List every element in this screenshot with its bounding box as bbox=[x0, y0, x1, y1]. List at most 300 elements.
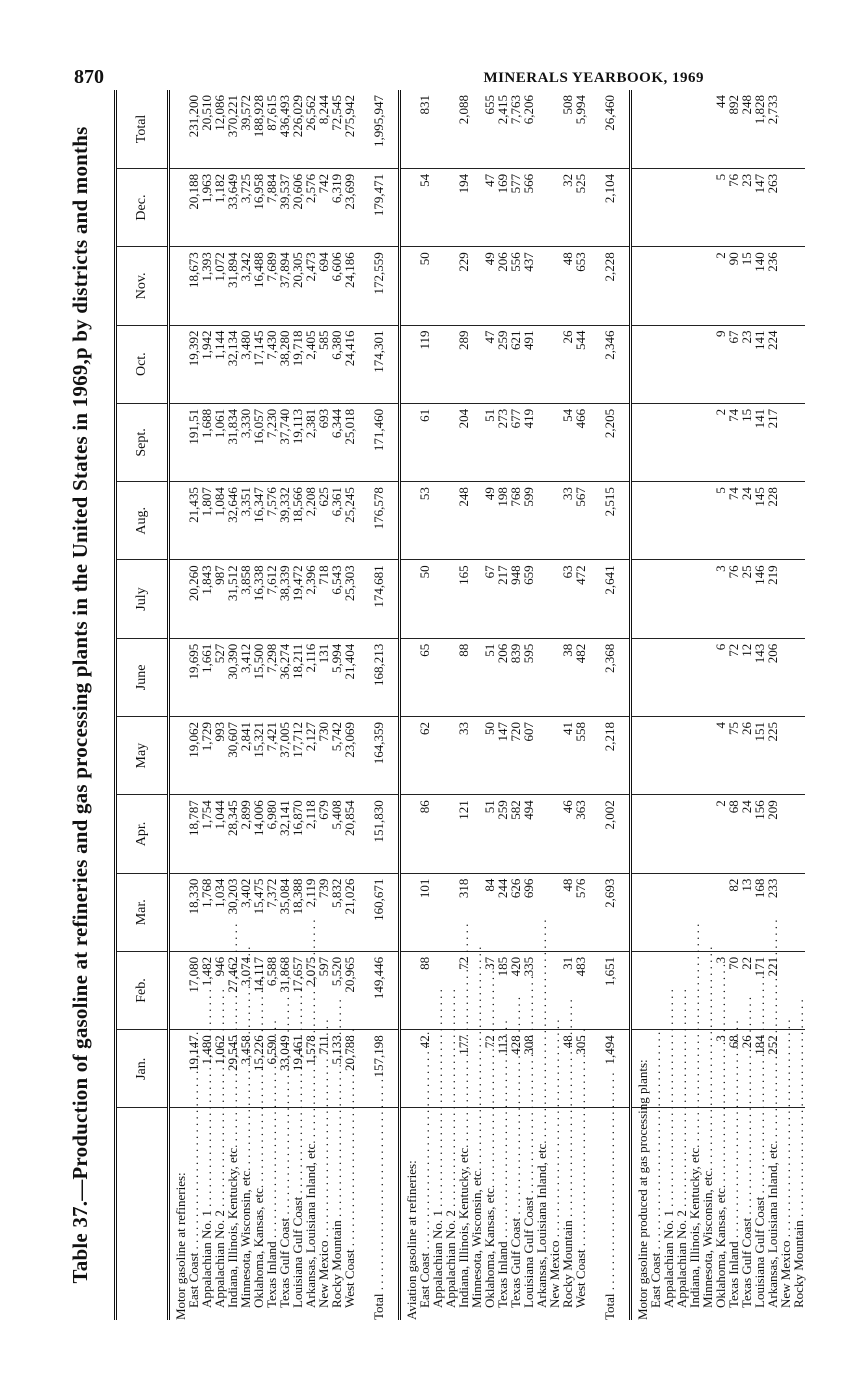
value-cell: 2,208 bbox=[304, 482, 317, 560]
row-label: Appalachian No. 2 . . . bbox=[675, 1108, 688, 1320]
row-label: Texas Gulf Coast . . . bbox=[278, 1108, 291, 1320]
total-cell: 2,368 bbox=[597, 638, 621, 716]
value-cell: 653 bbox=[574, 247, 587, 325]
value-cell: 194 bbox=[457, 168, 470, 246]
value-cell: 742 bbox=[317, 168, 330, 246]
value-cell: 305 bbox=[574, 1030, 587, 1108]
empty-cell bbox=[631, 168, 650, 246]
row-label: Indiana, Illinois, Kentucky, etc. . . . bbox=[226, 1108, 239, 1320]
value-cell: 39,332 bbox=[278, 482, 291, 560]
value-cell: 21,026 bbox=[343, 873, 356, 951]
value-cell bbox=[675, 403, 688, 481]
value-cell bbox=[431, 482, 444, 560]
value-cell: 472 bbox=[574, 560, 587, 638]
row-label: Appalachian No. 1 . . . bbox=[200, 1108, 213, 1320]
value-cell bbox=[675, 247, 688, 325]
value-cell: 26 bbox=[740, 717, 753, 795]
value-cell: 6,606 bbox=[330, 247, 343, 325]
section-heading: Motor gasoline at refineries: bbox=[173, 1172, 188, 1320]
value-cell: 2,576 bbox=[304, 168, 317, 246]
value-cell bbox=[431, 325, 444, 403]
value-cell: 48 bbox=[561, 247, 574, 325]
value-cell: 31,834 bbox=[226, 403, 239, 481]
value-cell: 225 bbox=[766, 717, 779, 795]
value-cell: 1,768 bbox=[200, 873, 213, 951]
section-separator bbox=[390, 90, 400, 1320]
total-cell: 1,995,947 bbox=[366, 90, 390, 168]
empty-cell bbox=[400, 247, 419, 325]
value-cell: 24,186 bbox=[343, 247, 356, 325]
value-cell: 5,520 bbox=[330, 951, 343, 1029]
value-cell: 7,612 bbox=[265, 560, 278, 638]
row-label: Arkansas, Louisiana Inland, etc. . . . bbox=[304, 1108, 317, 1320]
value-cell bbox=[675, 795, 688, 873]
value-cell: 1,182 bbox=[213, 168, 226, 246]
value-cell: 1,084 bbox=[213, 482, 226, 560]
value-cell: 7,576 bbox=[265, 482, 278, 560]
value-cell: 23 bbox=[740, 168, 753, 246]
value-cell bbox=[649, 403, 662, 481]
value-cell: 36,274 bbox=[278, 638, 291, 716]
value-cell: 119 bbox=[418, 325, 431, 403]
value-cell bbox=[688, 560, 701, 638]
value-cell bbox=[662, 482, 675, 560]
value-cell: 24 bbox=[740, 795, 753, 873]
empty-cell bbox=[169, 90, 188, 168]
value-cell bbox=[792, 482, 805, 560]
value-cell: 6,588 bbox=[265, 951, 278, 1029]
value-cell: 527 bbox=[213, 638, 226, 716]
value-cell: 839 bbox=[509, 638, 522, 716]
value-cell: 48 bbox=[561, 873, 574, 951]
value-cell: 2,841 bbox=[239, 717, 252, 795]
value-cell bbox=[535, 403, 548, 481]
column-header: Aug. bbox=[116, 482, 169, 560]
value-cell: 244 bbox=[496, 873, 509, 951]
value-cell: 15,500 bbox=[252, 638, 265, 716]
empty-cell bbox=[400, 482, 419, 560]
value-cell: 147 bbox=[753, 168, 766, 246]
row-label: Indiana, Illinois, Kentucky, etc. . . . bbox=[457, 1108, 470, 1320]
value-cell: 26 bbox=[740, 1030, 753, 1108]
row-label: Texas Inland . . . bbox=[727, 1108, 740, 1320]
value-cell: 171 bbox=[753, 951, 766, 1029]
value-cell: 32,646 bbox=[226, 482, 239, 560]
value-cell: 3 bbox=[714, 1030, 727, 1108]
value-cell: 831 bbox=[418, 90, 431, 168]
value-cell: 370,221 bbox=[226, 90, 239, 168]
value-cell: 567 bbox=[574, 482, 587, 560]
value-cell: 16,488 bbox=[252, 247, 265, 325]
value-cell bbox=[662, 403, 675, 481]
value-cell: 248 bbox=[740, 90, 753, 168]
value-cell bbox=[662, 795, 675, 873]
value-cell: 6,361 bbox=[330, 482, 343, 560]
value-cell: 2,119 bbox=[304, 873, 317, 951]
total-cell: 160,671 bbox=[366, 873, 390, 951]
value-cell bbox=[431, 247, 444, 325]
row-label: Appalachian No. 1 . . . bbox=[431, 1108, 444, 1320]
column-header: Oct. bbox=[116, 325, 169, 403]
value-cell: 25,245 bbox=[343, 482, 356, 560]
value-cell: 1,044 bbox=[213, 795, 226, 873]
value-cell: 17,145 bbox=[252, 325, 265, 403]
value-cell: 63 bbox=[561, 560, 574, 638]
page-header bbox=[74, 66, 794, 90]
value-cell: 165 bbox=[457, 560, 470, 638]
value-cell: 2 bbox=[714, 403, 727, 481]
total-cell: 151,830 bbox=[366, 795, 390, 873]
value-cell: 146 bbox=[753, 560, 766, 638]
value-cell: 1,482 bbox=[200, 951, 213, 1029]
value-cell: 65 bbox=[418, 638, 431, 716]
total-cell: 26,460 bbox=[597, 90, 621, 168]
value-cell: 7,421 bbox=[265, 717, 278, 795]
section-heading-row bbox=[169, 90, 188, 1320]
value-cell: 19,113 bbox=[291, 403, 304, 481]
value-cell: 248 bbox=[457, 482, 470, 560]
value-cell bbox=[662, 90, 675, 168]
value-cell: 82 bbox=[727, 873, 740, 951]
value-cell: 224 bbox=[766, 325, 779, 403]
value-cell: 7,689 bbox=[265, 247, 278, 325]
value-cell: 2,118 bbox=[304, 795, 317, 873]
value-cell: 595 bbox=[522, 638, 535, 716]
value-cell: 20,965 bbox=[343, 951, 356, 1029]
value-cell: 577 bbox=[509, 168, 522, 246]
value-cell: 217 bbox=[496, 560, 509, 638]
empty-cell bbox=[631, 482, 650, 560]
total-cell: 2,515 bbox=[597, 482, 621, 560]
value-cell: 206 bbox=[766, 638, 779, 716]
value-cell bbox=[779, 638, 792, 716]
value-cell: 14,117 bbox=[252, 951, 265, 1029]
value-cell: 231,200 bbox=[187, 90, 200, 168]
value-cell: 483 bbox=[574, 951, 587, 1029]
value-cell: 491 bbox=[522, 325, 535, 403]
section-heading: Motor gasoline produced at gas processing plants: bbox=[635, 1059, 650, 1320]
row-label: West Coast . . . bbox=[574, 1108, 587, 1320]
value-cell: 18,673 bbox=[187, 247, 200, 325]
empty-cell bbox=[169, 795, 188, 873]
value-cell: 61 bbox=[418, 403, 431, 481]
value-cell: 42 bbox=[418, 1030, 431, 1108]
value-cell bbox=[649, 638, 662, 716]
value-cell: 1,942 bbox=[200, 325, 213, 403]
value-cell bbox=[535, 247, 548, 325]
total-cell: 174,301 bbox=[366, 325, 390, 403]
value-cell: 54 bbox=[561, 403, 574, 481]
value-cell: 188,928 bbox=[252, 90, 265, 168]
value-cell: 17,712 bbox=[291, 717, 304, 795]
value-cell: 38,280 bbox=[278, 325, 291, 403]
value-cell: 191,51 bbox=[187, 403, 200, 481]
value-cell bbox=[431, 403, 444, 481]
value-cell: 31,512 bbox=[226, 560, 239, 638]
value-cell: 273 bbox=[496, 403, 509, 481]
value-cell: 39,572 bbox=[239, 90, 252, 168]
value-cell: 720 bbox=[509, 717, 522, 795]
value-cell: 16,347 bbox=[252, 482, 265, 560]
value-cell: 1,072 bbox=[213, 247, 226, 325]
empty-cell bbox=[400, 873, 419, 951]
row-label: Arkansas, Louisiana Inland, etc. . . . bbox=[766, 1108, 779, 1320]
value-cell bbox=[701, 717, 714, 795]
value-cell: 585 bbox=[317, 325, 330, 403]
value-cell bbox=[779, 168, 792, 246]
value-cell: 1,661 bbox=[200, 638, 213, 716]
total-cell: 1,651 bbox=[597, 951, 621, 1029]
value-cell: 6,206 bbox=[522, 90, 535, 168]
value-cell: 730 bbox=[317, 717, 330, 795]
value-cell: 32 bbox=[561, 168, 574, 246]
empty-cell bbox=[169, 560, 188, 638]
value-cell: 76 bbox=[727, 168, 740, 246]
table-row bbox=[792, 90, 805, 1320]
value-cell: 693 bbox=[317, 403, 330, 481]
value-cell bbox=[535, 560, 548, 638]
value-cell: 87,615 bbox=[265, 90, 278, 168]
value-cell: 30,390 bbox=[226, 638, 239, 716]
value-cell: 5,133 bbox=[330, 1030, 343, 1108]
total-label: Total . . . bbox=[366, 1108, 390, 1320]
value-cell: 289 bbox=[457, 325, 470, 403]
value-cell: 33,649 bbox=[226, 168, 239, 246]
value-cell bbox=[535, 90, 548, 168]
empty-cell bbox=[631, 795, 650, 873]
value-cell: 51 bbox=[483, 795, 496, 873]
value-cell: 2,405 bbox=[304, 325, 317, 403]
value-cell: 2,088 bbox=[457, 90, 470, 168]
row-label: New Mexico . . . bbox=[317, 1108, 330, 1320]
value-cell: 7,430 bbox=[265, 325, 278, 403]
value-cell: 259 bbox=[496, 325, 509, 403]
row-label: Indiana, Illinois, Kentucky, etc. . . . bbox=[688, 1108, 701, 1320]
value-cell: 3,242 bbox=[239, 247, 252, 325]
value-cell: 1,828 bbox=[753, 90, 766, 168]
value-cell bbox=[535, 717, 548, 795]
value-cell bbox=[779, 90, 792, 168]
value-cell: 711 bbox=[317, 1030, 330, 1108]
value-cell: 2,396 bbox=[304, 560, 317, 638]
leader-dots bbox=[602, 1072, 617, 1293]
value-cell: 694 bbox=[317, 247, 330, 325]
value-cell: 32,134 bbox=[226, 325, 239, 403]
value-cell: 16,057 bbox=[252, 403, 265, 481]
value-cell: 2,127 bbox=[304, 717, 317, 795]
empty-cell bbox=[400, 951, 419, 1029]
empty-cell bbox=[400, 168, 419, 246]
value-cell: 5,832 bbox=[330, 873, 343, 951]
value-cell: 37,005 bbox=[278, 717, 291, 795]
value-cell bbox=[662, 717, 675, 795]
value-cell: 20,606 bbox=[291, 168, 304, 246]
total-cell: 2,641 bbox=[597, 560, 621, 638]
row-label: Arkansas, Louisiana Inland, etc. . . . bbox=[535, 1108, 548, 1320]
empty-cell bbox=[400, 325, 419, 403]
value-cell: 2,381 bbox=[304, 403, 317, 481]
value-cell bbox=[649, 873, 662, 951]
value-cell: 3,458 bbox=[239, 1030, 252, 1108]
table-row bbox=[343, 90, 356, 1320]
value-cell bbox=[675, 638, 688, 716]
value-cell: 6,980 bbox=[265, 795, 278, 873]
value-cell: 14,006 bbox=[252, 795, 265, 873]
empty-cell bbox=[400, 638, 419, 716]
value-cell: 308 bbox=[522, 1030, 535, 1108]
total-cell: 2,218 bbox=[597, 717, 621, 795]
value-cell: 67 bbox=[483, 560, 496, 638]
value-cell: 655 bbox=[483, 90, 496, 168]
value-cell: 2 bbox=[714, 247, 727, 325]
value-cell: 696 bbox=[522, 873, 535, 951]
value-cell bbox=[792, 638, 805, 716]
rotated-table-region bbox=[64, 90, 806, 1320]
value-cell: 90 bbox=[727, 247, 740, 325]
empty-cell bbox=[169, 951, 188, 1029]
spacer-row bbox=[587, 90, 597, 1320]
empty-cell bbox=[400, 717, 419, 795]
row-label: Texas Inland . . . bbox=[265, 1108, 278, 1320]
value-cell bbox=[675, 717, 688, 795]
value-cell: 3,330 bbox=[239, 403, 252, 481]
value-cell bbox=[431, 90, 444, 168]
value-cell: 19,461 bbox=[291, 1030, 304, 1108]
value-cell bbox=[792, 168, 805, 246]
leader-dots bbox=[371, 1072, 386, 1293]
value-cell: 49 bbox=[483, 482, 496, 560]
value-cell: 1,729 bbox=[200, 717, 213, 795]
value-cell: 30,607 bbox=[226, 717, 239, 795]
value-cell bbox=[662, 638, 675, 716]
value-cell: 72 bbox=[727, 638, 740, 716]
value-cell: 556 bbox=[509, 247, 522, 325]
value-cell bbox=[675, 90, 688, 168]
value-cell: 5,408 bbox=[330, 795, 343, 873]
value-cell: 5,994 bbox=[574, 90, 587, 168]
value-cell bbox=[701, 403, 714, 481]
section-heading-row bbox=[400, 90, 419, 1320]
value-cell: 113 bbox=[496, 1030, 509, 1108]
value-cell bbox=[649, 795, 662, 873]
value-cell: 259 bbox=[496, 795, 509, 873]
value-cell: 228 bbox=[766, 482, 779, 560]
value-cell: 101 bbox=[418, 873, 431, 951]
value-cell: 62 bbox=[418, 717, 431, 795]
row-label: Appalachian No. 2 . . . bbox=[213, 1108, 226, 1320]
total-cell: 176,578 bbox=[366, 482, 390, 560]
row-label: Appalachian No. 1 . . . bbox=[662, 1108, 675, 1320]
value-cell: 318 bbox=[457, 873, 470, 951]
value-cell: 31,894 bbox=[226, 247, 239, 325]
value-cell: 75 bbox=[727, 717, 740, 795]
value-cell: 525 bbox=[574, 168, 587, 246]
value-cell: 88 bbox=[418, 951, 431, 1029]
value-cell: 209 bbox=[766, 795, 779, 873]
spacer-row bbox=[356, 90, 366, 1320]
row-label: Texas Gulf Coast . . . bbox=[740, 1108, 753, 1320]
value-cell: 599 bbox=[522, 482, 535, 560]
row-label: East Coast . . . bbox=[649, 1108, 662, 1320]
empty-cell bbox=[631, 247, 650, 325]
value-cell: 18,566 bbox=[291, 482, 304, 560]
value-cell: 7,298 bbox=[265, 638, 278, 716]
total-cell: 157,198 bbox=[366, 1030, 390, 1108]
value-cell: 147 bbox=[496, 717, 509, 795]
value-cell: 198 bbox=[496, 482, 509, 560]
value-cell: 24 bbox=[740, 482, 753, 560]
value-cell: 5,742 bbox=[330, 717, 343, 795]
value-cell: 37,740 bbox=[278, 403, 291, 481]
value-cell: 33,049 bbox=[278, 1030, 291, 1108]
value-cell: 607 bbox=[522, 717, 535, 795]
column-header: July bbox=[116, 560, 169, 638]
running-title: MINERALS YEARBOOK, 1969 bbox=[483, 70, 704, 86]
value-cell bbox=[662, 325, 675, 403]
value-cell: 566 bbox=[522, 168, 535, 246]
section-heading: Aviation gasoline at refineries: bbox=[404, 1160, 419, 1320]
value-cell: 466 bbox=[574, 403, 587, 481]
row-label: Minnesota, Wisconsin, etc. . . . bbox=[470, 1108, 483, 1320]
value-cell: 19,062 bbox=[187, 717, 200, 795]
row-label: New Mexico . . . bbox=[779, 1108, 792, 1320]
total-cell: 172,559 bbox=[366, 247, 390, 325]
value-cell: 6,590 bbox=[265, 1030, 278, 1108]
value-cell: 22 bbox=[740, 951, 753, 1029]
value-cell: 33 bbox=[561, 482, 574, 560]
row-label: New Mexico . . . bbox=[548, 1108, 561, 1320]
value-cell bbox=[688, 403, 701, 481]
value-cell: 1,480 bbox=[200, 1030, 213, 1108]
value-cell bbox=[649, 168, 662, 246]
value-cell bbox=[779, 247, 792, 325]
value-cell: 221 bbox=[766, 951, 779, 1029]
value-cell: 5 bbox=[714, 168, 727, 246]
value-cell: 23,699 bbox=[343, 168, 356, 246]
value-cell: 946 bbox=[213, 951, 226, 1029]
value-cell: 494 bbox=[522, 795, 535, 873]
value-cell: 7,230 bbox=[265, 403, 278, 481]
row-label: Oklahoma, Kansas, etc. . . . bbox=[483, 1108, 496, 1320]
value-cell: 18,388 bbox=[291, 873, 304, 951]
value-cell: 30,203 bbox=[226, 873, 239, 951]
value-cell: 67 bbox=[727, 325, 740, 403]
value-cell bbox=[535, 168, 548, 246]
empty-cell bbox=[169, 247, 188, 325]
empty-cell bbox=[169, 638, 188, 716]
empty-cell bbox=[631, 951, 650, 1029]
value-cell bbox=[688, 325, 701, 403]
row-label: Louisiana Gulf Coast . . . bbox=[291, 1108, 304, 1320]
value-cell bbox=[649, 560, 662, 638]
value-cell bbox=[649, 90, 662, 168]
value-cell: 72 bbox=[483, 1030, 496, 1108]
row-label: Rocky Mountain . . . bbox=[561, 1108, 574, 1320]
row-label: Minnesota, Wisconsin, etc. . . . bbox=[239, 1108, 252, 1320]
value-cell: 8,244 bbox=[317, 90, 330, 168]
empty-cell bbox=[169, 873, 188, 951]
value-cell bbox=[792, 717, 805, 795]
value-cell: 19,392 bbox=[187, 325, 200, 403]
value-cell bbox=[792, 403, 805, 481]
value-cell bbox=[535, 795, 548, 873]
value-cell: 621 bbox=[509, 325, 522, 403]
value-cell: 23,069 bbox=[343, 717, 356, 795]
value-cell bbox=[431, 795, 444, 873]
value-cell bbox=[535, 325, 548, 403]
section-separator bbox=[621, 90, 631, 1320]
empty-cell bbox=[631, 403, 650, 481]
